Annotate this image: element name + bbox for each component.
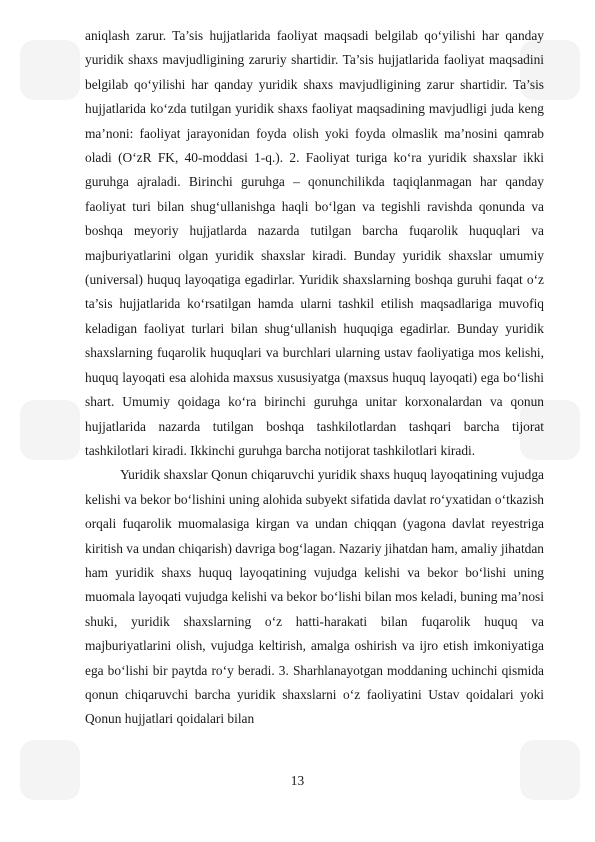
document-body: [85, 24, 544, 732]
watermark-shape: [20, 400, 80, 460]
body-paragraph: aniqlash zarur. Ta’sis hujjatlarida faoliyat maqsadi belgilab qo‘yilishi har qanday yuridik shaxs mavjudligining zaruriy shartidir. Ta’sis hujjatlarida faoliyat maqsadini belgilab qo‘yilishi har qanday yuridik shaxs mavjudligining zarur shartidir. Ta’sis hujjatlarida ko‘zda tutilgan yuridik shaxs faoliyat maqsadining mavjudligi juda keng ma’noni: faoliyat jarayonidan foyda olish yoki foyda olmaslik ma’nosini qamrab oladi (O‘zR FK, 40-moddasi 1-q.). 2. Faoliyat turiga ko‘ra yuridik shaxslar ikki guruhga ajraladi. Birinchi guruhga – qonunchilikda taqiqlanmagan har qanday faoliyat turi bilan shug‘ullanishga haqli bo‘lgan va tegishli ravishda qonunda va boshqa meyoriy hujjatlarda nazarda tutilgan barcha fuqarolik huquqlari va majburiyatlarini olgan yuridik shaxslar kiradi. Bunday yuridik shaxslar umumiy (universal) huquq layoqatiga egadirlar. Yuridik shaxslarning boshqa guruhi faqat o‘z ta’sis hujjatlarida ko‘rsatilgan hamda ularni tashkil etilish maqsadlariga muvofiq keladigan faoliyat turlari bilan shug‘ullanish huquqiga egadirlar. Bunday yuridik shaxslarning fuqarolik huquqlari va burchlari ularning ustav faoliyatiga mos kelishi, huquq layoqati esa alohida maxsus xususiyatga (maxsus huquq layoqati) ega bo‘lishi shart. Umumiy qoidaga ko‘ra birinchi guruhga unitar korxonalardan va qonun hujjatlarida nazarda tutilgan boshqa tashkilotlardan tashqari barcha tijorat tashkilotlari kiradi. Ikkinchi guruhga barcha notijorat tashkilotlari kiradi.: [85, 28, 544, 458]
watermark-shape: [520, 740, 580, 800]
body-paragraph: Yuridik shaxslar Qonun chiqaruvchi yuridik shaxs huquq layoqatining vujudga kelishi va bekor bo‘lishini uning alohida subyekt sifatida davlat ro‘yxatidan o‘tkazish orqali fuqarolik muomalasiga kirgan va undan chiqqan (yagona davlat reyestriga kiritish va undan chiqarish) davriga bog‘lagan. Nazariy jihatdan ham, amaliy jihatdan ham yuridik shaxs huquq layoqatining vujudga kelishi va bekor bo‘lishi uning muomala layoqati vujudga kelishi va bekor bo‘lishi bilan mos keladi, buning ma’nosi shuki, yuridik shaxslarning o‘z hatti-harakati bilan fuqarolik huquq va majburiyatlarini olish, vujudga keltirish, amalga oshirish va ijro etish imkoniyatiga ega bo‘lishi bir paytda ro‘y beradi. 3. Sharhlanayotgan moddaning uchinchi qismida qonun chiqaruvchi barcha yuridik shaxslarni o‘z faoliyatini Ustav qoidalari yoki Qonun hujjatlari qoidalari bilan: [85, 467, 544, 727]
watermark-shape: [20, 40, 80, 100]
watermark-shape: [20, 740, 80, 800]
page-number: 13: [290, 773, 305, 788]
